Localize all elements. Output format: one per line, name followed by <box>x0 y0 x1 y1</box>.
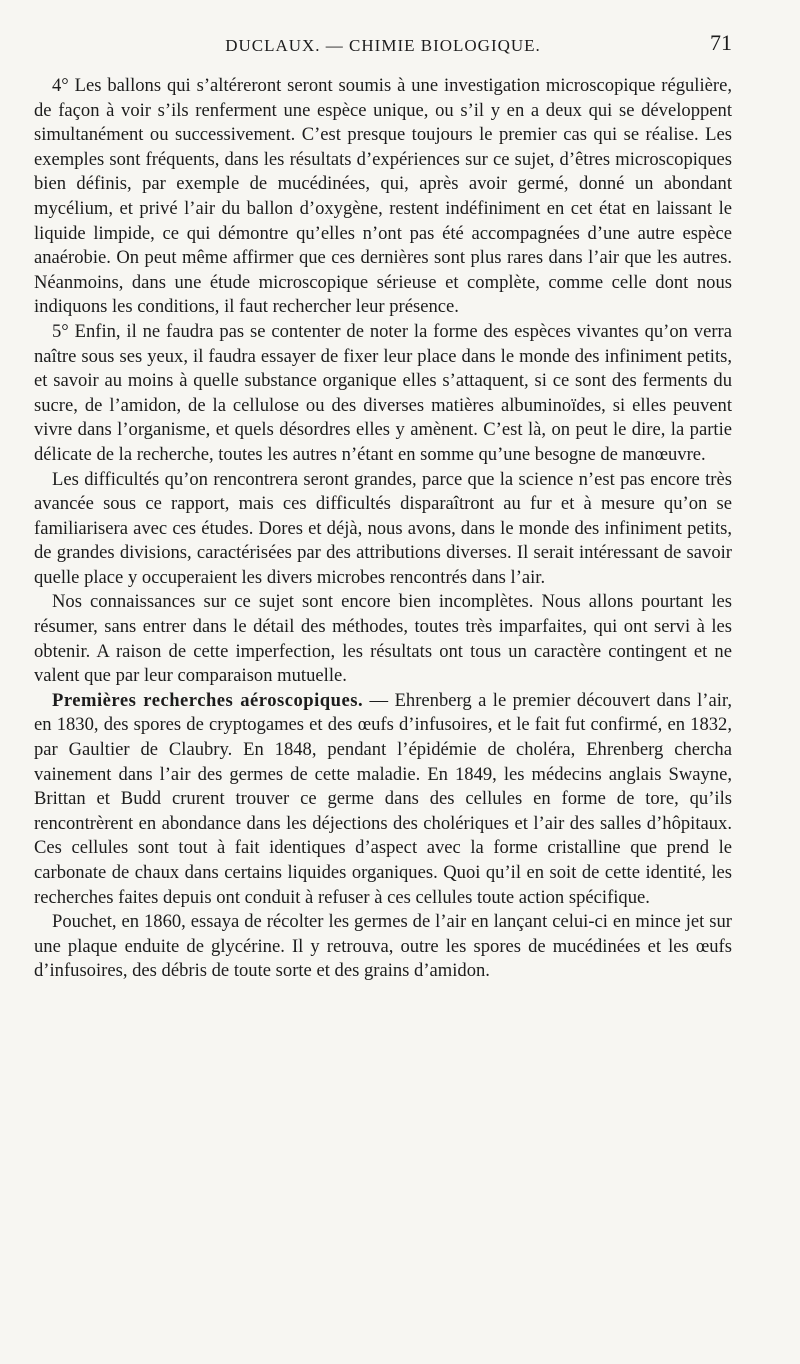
section-body: — Ehrenberg a le premier découvert dans l’air, en 1830, des spores de cryptogames et des œufs d’infusoires, et le fait fut confirmé, en 1832, par Gaultier de Claubry. En 1848, pendant l’épidémie de choléra, Ehrenberg chercha vainement dans l’air des germes de cette maladie. En 1849, les médecins anglais Swayne, Brittan et Budd crurent trouver ce germe dans des cellules en forme de tore, qu’ils rencontrèrent en abondance dans les déjections des cholériques et l’air des salles d’hôpitaux. Ces cellules sont tout à fait identiques d’aspect avec la forme cristalline que prend le carbonate de chaux dans certains liquides organiques. Quoi qu’il en soit de cette identité, les recherches faites depuis ont conduit à refuser à ces cellules toute action spécifique. <box>34 689 733 908</box>
book-page <box>34 30 732 984</box>
paragraph-item-4: 4° Les ballons qui s’altéreront seront soumis à une investigation microscopique régulière, de façon à voir s’ils renferment une espèce unique, ou s’il y en a deux qui se développent simultanément ou successivement. C’est presque toujours le premier cas qui se réalise. Les exemples sont fréquents, dans les résultats d’expériences sur ce sujet, d’êtres microscopiques bien définis, par exemple de mucédinées, qui, après avoir germé, donné un abondant mycélium, et privé l’air du ballon d’oxygène, restent indéfiniment en cet état en laissant le liquide limpide, ce qui démontre qu’elles n’ont pas été accompagnées d’une autre espèce anaérobie. On peut même affirmer que ces dernières sont plus rares dans l’air que les autres. Néanmoins, dans une étude microscopique sérieuse et complète, comme celle dont nous indiquons les conditions, il faut rechercher leur présence. <box>34 75 732 318</box>
paragraph-difficulties: Les difficultés qu’on rencontrera seront grandes, parce que la science n’est pas encore très avancée sous ce rapport, mais ces difficultés disparaîtront au fur et à mesure qu’on se familiarisera avec ces études. Dores et déjà, nous avons, dans le monde des infiniment petits, de grandes divisions, caractérisées par des attributions diverses. Il serait intéressant de savoir quelle place y occuperaient les divers microbes rencontrés dans l’air. <box>34 468 732 588</box>
paragraph-item-5: 5° Enfin, il ne faudra pas se contenter de noter la forme des espèces vivantes qu’on verra naître sous ses yeux, il faudra essayer de fixer leur place dans le monde des infiniment petits, et savoir au moins à quelle substance organique elles s’attaquent, si ce sont des ferments du sucre, de l’amidon, de la cellulose ou des diverses matières albuminoïdes, si elles peuvent vivre dans l’organisme, et quels désordres elles y amènent. C’est là, on peut le dire, la partie délicate de la recherche, toutes les autres n’étant en somme qu’une besogne de manœuvre. <box>34 320 732 465</box>
section-heading: Premières recherches aéroscopiques. <box>52 689 364 711</box>
running-header <box>34 30 732 60</box>
running-title: DUCLAUX. — CHIMIE BIOLOGIQUE. <box>225 36 541 55</box>
body-text <box>34 74 732 984</box>
page-number: 71 <box>710 30 732 55</box>
paragraph-pouchet: Pouchet, en 1860, essaya de récolter les germes de l’air en lançant celui-ci en mince jet sur une plaque enduite de glycérine. Il y retrouva, outre les spores de mucédinées et les œufs d’infusoires, des débris de toute sorte et des grains d’amidon. <box>34 911 732 982</box>
paragraph-knowledge: Nos connaissances sur ce sujet sont encore bien incomplètes. Nous allons pourtant les résumer, sans entrer dans le détail des méthodes, toutes très imparfaites, qui ont servi à les obtenir. A raison de cette imperfection, les résultats ont tous un caractère contingent et ne valent que par leur comparaison mutuelle. <box>34 591 732 687</box>
paragraph-first-research <box>34 689 732 910</box>
